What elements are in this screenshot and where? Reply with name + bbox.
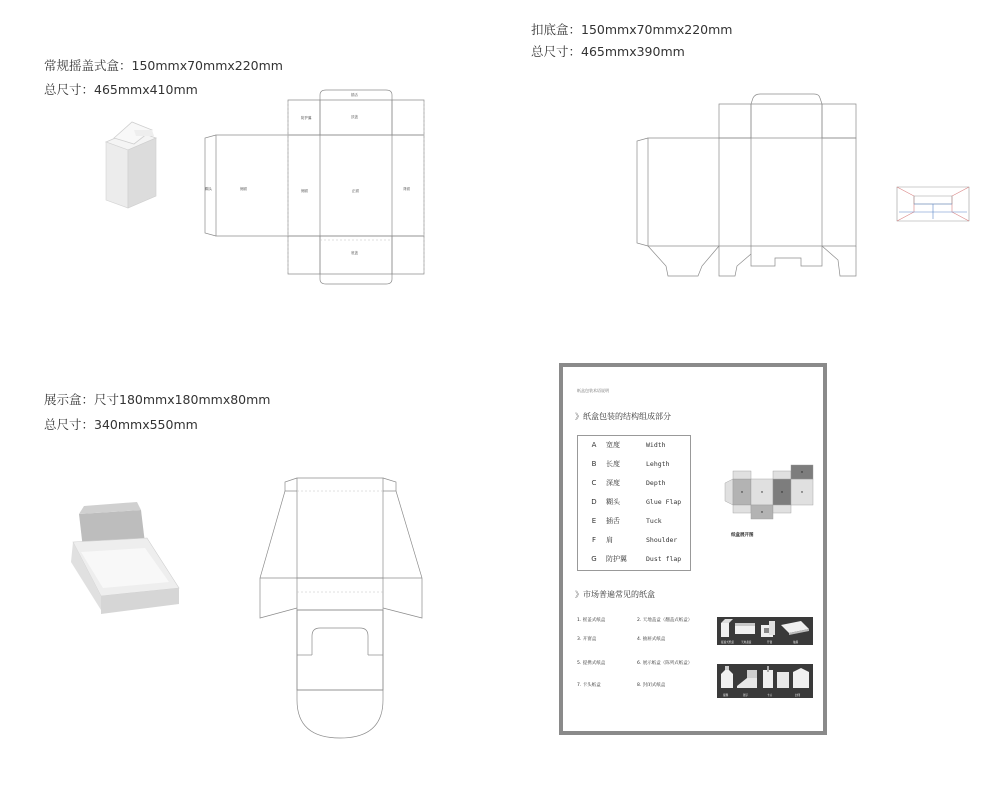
display-box-size: 总尺寸：340mmx550mm bbox=[44, 417, 198, 432]
strip2-caption: 卡头 bbox=[767, 694, 773, 697]
parts-row bbox=[578, 436, 692, 455]
display-box-title: 展示盒：尺寸180mmx180mmx80mm bbox=[44, 392, 271, 407]
box-types-strip-2 bbox=[717, 664, 813, 698]
box-type-item: 8. 封闭式纸盒 bbox=[637, 683, 666, 688]
strip2-caption: 提携 bbox=[723, 694, 729, 697]
box-type-item: 6. 展示纸盒（陈列式纸盒） bbox=[637, 661, 693, 666]
part-letter: G bbox=[591, 555, 597, 563]
section-common-boxes-title: 》市场普遍常见的纸盒 bbox=[575, 590, 655, 599]
parts-row bbox=[578, 474, 692, 493]
part-en: Width bbox=[646, 441, 666, 449]
left-panel-label: 侧面 bbox=[240, 187, 247, 191]
part-cn: 宽度 bbox=[606, 441, 620, 449]
part-cn: 长度 bbox=[606, 460, 620, 468]
parts-row bbox=[578, 531, 692, 550]
top-tuck-label: 插舌 bbox=[351, 93, 358, 97]
side-panel-label: 侧面 bbox=[301, 189, 308, 193]
part-letter: D bbox=[591, 498, 597, 506]
part-cn: 肩 bbox=[606, 536, 613, 544]
part-en: Dust flap bbox=[646, 555, 682, 563]
parts-row bbox=[578, 512, 692, 531]
strip2-caption: 展示 bbox=[743, 694, 749, 697]
strip2-caption: 封闭 bbox=[795, 694, 801, 697]
part-letter: F bbox=[591, 536, 597, 544]
dust-flap-label: 防护翼 bbox=[301, 116, 312, 120]
box-types-strip-1-art bbox=[717, 617, 813, 639]
bottom-tuck-label: 底盖 bbox=[351, 251, 358, 255]
flat-diagram-label: 纸盒展开图 bbox=[731, 533, 754, 538]
part-cn: 防护翼 bbox=[606, 555, 627, 563]
part-letter: E bbox=[591, 517, 597, 525]
part-letter: A bbox=[591, 441, 597, 449]
part-cn: 深度 bbox=[606, 479, 620, 487]
spec-sheet bbox=[559, 363, 827, 735]
box-type-item: 5. 提携式纸盒 bbox=[577, 661, 606, 666]
display-box-caption bbox=[44, 392, 270, 433]
section-structure-title: 》纸盒包装的结构组成部分 bbox=[575, 412, 671, 421]
tuck-box-caption bbox=[44, 58, 283, 98]
box-type-item: 2. 天地盖盒（翻盖式纸盒） bbox=[637, 618, 693, 623]
parts-table bbox=[577, 435, 691, 571]
display-box-photo bbox=[51, 492, 191, 620]
parts-row bbox=[578, 493, 692, 512]
tuck-box-size: 总尺寸：465mmx410mm bbox=[44, 82, 198, 97]
box-flat-diagram bbox=[723, 461, 815, 525]
box-types-strip-2-art bbox=[717, 664, 813, 692]
strip1-caption: 抽屉 bbox=[793, 641, 799, 644]
strip1-caption: 开窗 bbox=[767, 641, 773, 644]
parts-row bbox=[578, 455, 692, 474]
strip1-caption: 摇盖式纸盒 bbox=[721, 641, 734, 644]
part-letter: C bbox=[591, 479, 597, 487]
part-en: Shoulder bbox=[646, 536, 678, 544]
lock-bottom-caption bbox=[531, 22, 732, 60]
box-type-item: 1. 摇盖式纸盒 bbox=[577, 618, 606, 623]
part-en: Depth bbox=[646, 479, 666, 487]
box-type-item: 7. 卡头纸盒 bbox=[577, 683, 601, 688]
box-type-item: 4. 抽屉式纸盒 bbox=[637, 637, 666, 642]
lock-bottom-size: 总尺寸：465mmx390mm bbox=[531, 44, 685, 59]
box-type-item: 3. 开窗盒 bbox=[577, 637, 597, 642]
tuck-box-title: 常规摇盖式盒：150mmx70mmx220mm bbox=[44, 58, 283, 73]
lock-bottom-title: 扣底盒：150mmx70mmx220mm bbox=[531, 22, 733, 37]
part-en: Tuck bbox=[646, 517, 662, 525]
part-cn: 插舌 bbox=[606, 517, 620, 525]
strip1-caption: 天地盖盒 bbox=[741, 641, 752, 644]
front-panel-label: 正面 bbox=[352, 189, 359, 193]
part-en: Lehgth bbox=[646, 460, 670, 468]
glue-flap-label: 糊头 bbox=[205, 187, 212, 191]
back-panel-label: 背面 bbox=[403, 187, 410, 191]
top-lid-label: 顶盖 bbox=[351, 115, 358, 119]
part-letter: B bbox=[591, 460, 597, 468]
parts-row bbox=[578, 550, 692, 569]
box-types-strip-1 bbox=[717, 617, 813, 645]
spec-sheet-header: 纸盒包装术语说明 bbox=[577, 388, 609, 393]
part-en: Glue Flap bbox=[646, 498, 682, 506]
part-cn: 糊头 bbox=[606, 498, 620, 506]
tuck-box-photo bbox=[98, 120, 164, 214]
